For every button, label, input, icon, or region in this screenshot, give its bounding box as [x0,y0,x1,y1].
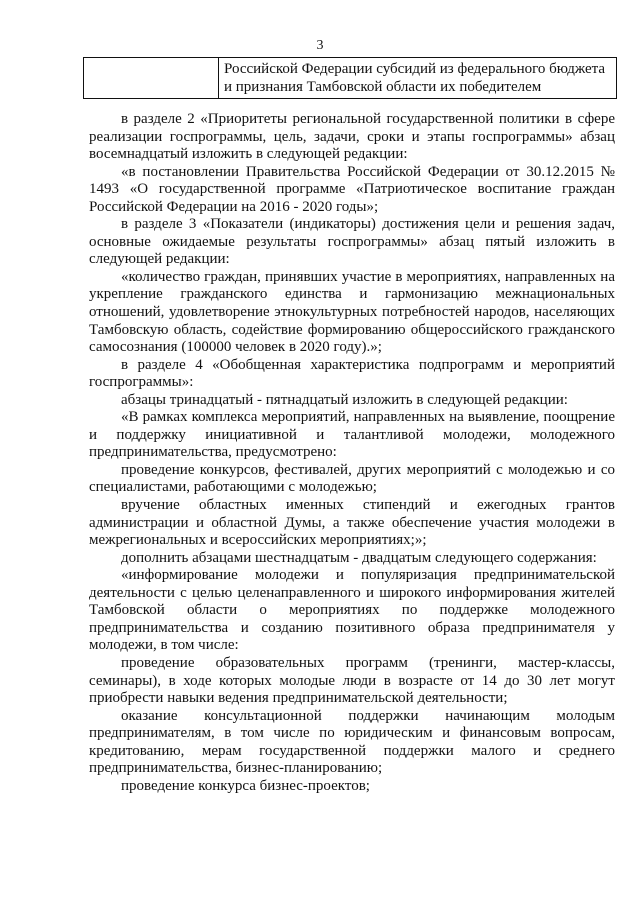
paragraph-youth-measures-quote: «В рамках комплекса мероприятий, направленных на выявление, поощрение и поддержку инициативной и талантливой молодежи, молодежного предпринимательства, предусмотрено: [89,409,615,461]
header-table-fragment [83,57,617,99]
page-number: 3 [316,38,324,53]
paragraph-consulting-support: оказание консультационной поддержки начинающим молодым предпринимателям, в том числе по юридическим и финансовым вопросам, кредитованию, мерам государственной поддержки малого и среднего предпринимательства, бизнес-планированию; [89,707,615,777]
paragraph-add-16-20: дополнить абзацами шестнадцатым - двадцатым следующего содержания: [121,549,597,566]
paragraph-section-3-amendment: в разделе 3 «Показатели (индикаторы) достижения цели и решения задач, основные ожидаемые результаты госпрограммы» абзац пятый изложить в следующей редакции: [89,216,615,268]
paragraph-business-contest: проведение конкурса бизнес-проектов; [121,777,370,794]
table-column-divider [218,58,219,98]
paragraph-paragraphs-13-15: абзацы тринадцатый - пятнадцатый изложить в следующей редакции: [121,391,568,408]
document-body [89,111,615,795]
header-cell-line-2: и признания Тамбовской области их победителем [224,79,542,95]
paragraph-contests-festivals: проведение конкурсов, фестивалей, других мероприятий с молодежью и со специалистами, работающими с молодежью; [89,461,615,496]
paragraph-scholarships-grants: вручение областных именных стипендий и ежегодных грантов администрации и областной Думы, а также обеспечение участия молодежи в межрегиональных и всероссийских мероприятиях;»; [89,497,615,549]
paragraph-informing-youth: «информирование молодежи и популяризация предпринимательской деятельности с целью целенаправленного и широкого информирования жителей Тамбовской области о мероприятиях по поддержке молодежного предпринимательства и созданию позитивного образа предпринимателя у молодежи, в том числе: [89,567,615,654]
paragraph-educational-programs: проведение образовательных программ (тренинги, мастер-классы, семинары), в ходе которых молодые люди в возрасте от 14 до 30 лет могут приобрести навыки ведения предпринимательской деятельности; [89,654,615,707]
paragraph-section-2-amendment: в разделе 2 «Приоритеты региональной государственной политики в сфере реализации госпрограммы, цель, задачи, сроки и этапы госпрограммы» абзац восемнадцатый изложить в следующей редакции: [89,111,615,163]
paragraph-section-4-heading: в разделе 4 «Обобщенная характеристика подпрограмм и мероприятий госпрограммы»: [89,356,615,391]
paragraph-citizens-count-quote: «количество граждан, принявших участие в мероприятиях, направленных на укрепление гражданского единства и гармонизацию межнациональных отношений, удовлетворение этнокультурных потребностей народов, населяющих Тамбовскую область, содействие формированию общероссийского гражданского самосознания (100000 человек в 2020 году).»; [89,268,615,356]
header-table-cell [224,60,614,96]
paragraph-government-decree-quote: «в постановлении Правительства Российской Федерации от 30.12.2015 № 1493 «О государственной программе «Патриотическое воспитание граждан Российской Федерации на 2016 - 2020 годы»; [89,163,615,215]
header-cell-line-1: Российской Федерации субсидий из федерального бюджета [224,61,606,77]
